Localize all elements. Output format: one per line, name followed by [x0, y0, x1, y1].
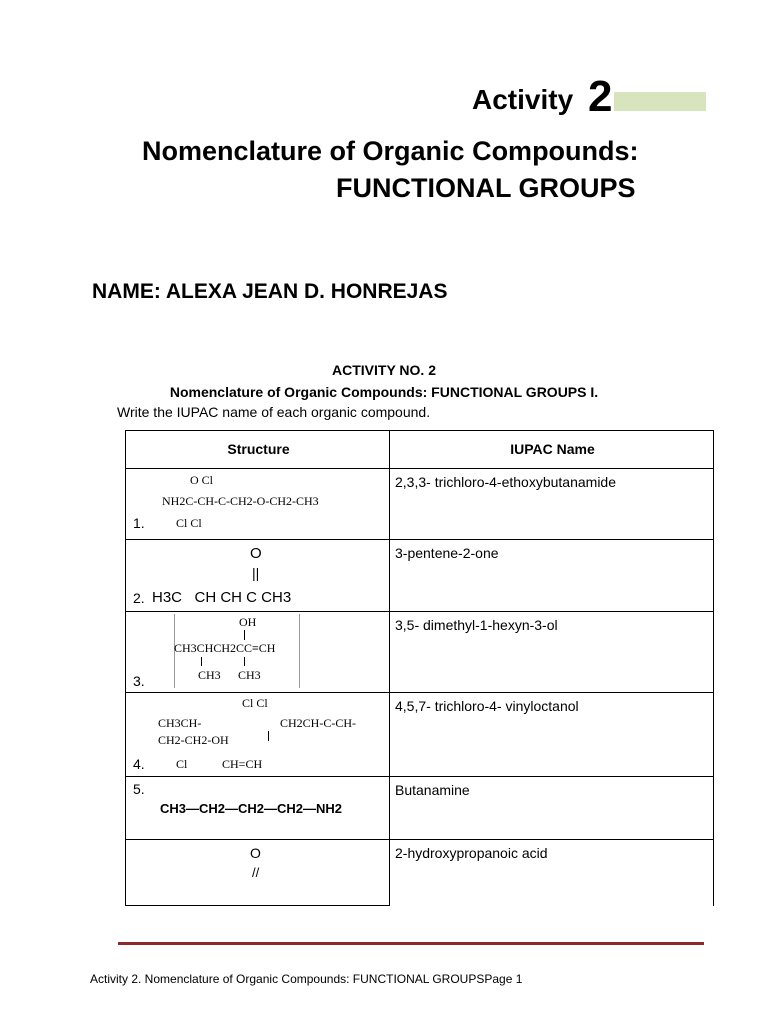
structure-3-main: CH3CHCH2CC≡CH [174, 641, 276, 655]
structure-4-bottom-ch: CH=CH [222, 757, 263, 771]
structure-4-bond-line [268, 731, 269, 741]
structure-1-top: O Cl [190, 473, 214, 487]
table-row [125, 692, 390, 777]
instruction-text: Write the IUPAC name of each organic compound. [117, 404, 431, 420]
table-header-structure [125, 430, 390, 469]
structure-2-oxygen: O [250, 545, 262, 562]
structure-1-main: NH2C-CH-C-CH2-O-CH2-CH3 [162, 494, 319, 508]
table-row [389, 539, 714, 612]
heading-accent-bar [614, 92, 706, 111]
structure-2-number: 2. [133, 590, 145, 606]
student-name: NAME: ALEXA JEAN D. HONREJAS [92, 280, 448, 303]
page-title-line1: Nomenclature of Organic Compounds: [142, 136, 639, 166]
structure-2-double-bond: || [252, 565, 260, 581]
table-header-iupac [389, 430, 714, 469]
iupac-name-2: 3-pentene-2-one [395, 545, 499, 561]
footer-divider [118, 942, 704, 945]
table-row [389, 839, 714, 906]
table-row [125, 776, 390, 840]
table-row [389, 776, 714, 840]
structure-3-number: 3. [133, 673, 145, 689]
iupac-name-3: 3,5- dimethyl-1-hexyn-3-ol [395, 617, 558, 633]
structure-4-number: 4. [133, 756, 145, 772]
structure-5-number: 5. [133, 781, 145, 797]
structure-3-methyl-a: CH3 [198, 668, 221, 682]
structure-3-oh: OH [239, 615, 257, 629]
page-footer: Activity 2. Nomenclature of Organic Compounds: FUNCTIONAL GROUPSPage 1 [90, 972, 523, 986]
iupac-name-4: 4,5,7- trichloro-4- vinyloctanol [395, 698, 579, 714]
table-row [125, 839, 390, 906]
table-row [125, 611, 390, 693]
structure-4-top: Cl Cl [242, 696, 268, 710]
structure-4-right: CH2CH-C-CH- [280, 716, 357, 730]
structure-6-bond: // [252, 865, 260, 880]
structure-4-bottom-cl: Cl [176, 757, 188, 771]
activity-heading-word: Activity [472, 84, 574, 115]
structure-6-oxygen: O [250, 845, 261, 861]
table-row [389, 468, 714, 540]
structure-1-bottom: Cl Cl [176, 516, 202, 530]
structure-3-bond-line-left [201, 657, 202, 666]
activity-number-heading: ACTIVITY NO. 2 [332, 362, 436, 378]
structure-4-left: CH3CH- [158, 716, 202, 730]
table-row [389, 611, 714, 693]
structure-3-bond-line-right [244, 657, 245, 666]
table-row [125, 468, 390, 540]
activity-heading-number: 2 [588, 72, 613, 121]
structure-2-formula: H3C CH CH C CH3 [152, 589, 292, 606]
activity-subtitle: Nomenclature of Organic Compounds: FUNCTIONAL GROUPS I. [169, 384, 599, 400]
iupac-name-5: Butanamine [395, 782, 470, 798]
structure-5-formula: CH3—CH2—CH2—CH2—NH2 [160, 801, 343, 816]
table-row [125, 539, 390, 612]
compound-table [125, 430, 714, 906]
iupac-name-6: 2-hydroxypropanoic acid [395, 845, 548, 861]
page-title-line2: FUNCTIONAL GROUPS [336, 173, 636, 203]
iupac-name-1: 2,3,3- trichloro-4-ethoxybutanamide [395, 474, 617, 490]
table-row [389, 692, 714, 777]
structure-1-number: 1. [133, 515, 145, 531]
header-structure-label: Structure [227, 441, 290, 457]
structure-3-methyl-b: CH3 [238, 668, 261, 682]
structure-4-left2: CH2-CH2-OH [158, 733, 229, 747]
header-iupac-label: IUPAC Name [510, 441, 595, 457]
structure-3-bond-line [244, 630, 245, 640]
